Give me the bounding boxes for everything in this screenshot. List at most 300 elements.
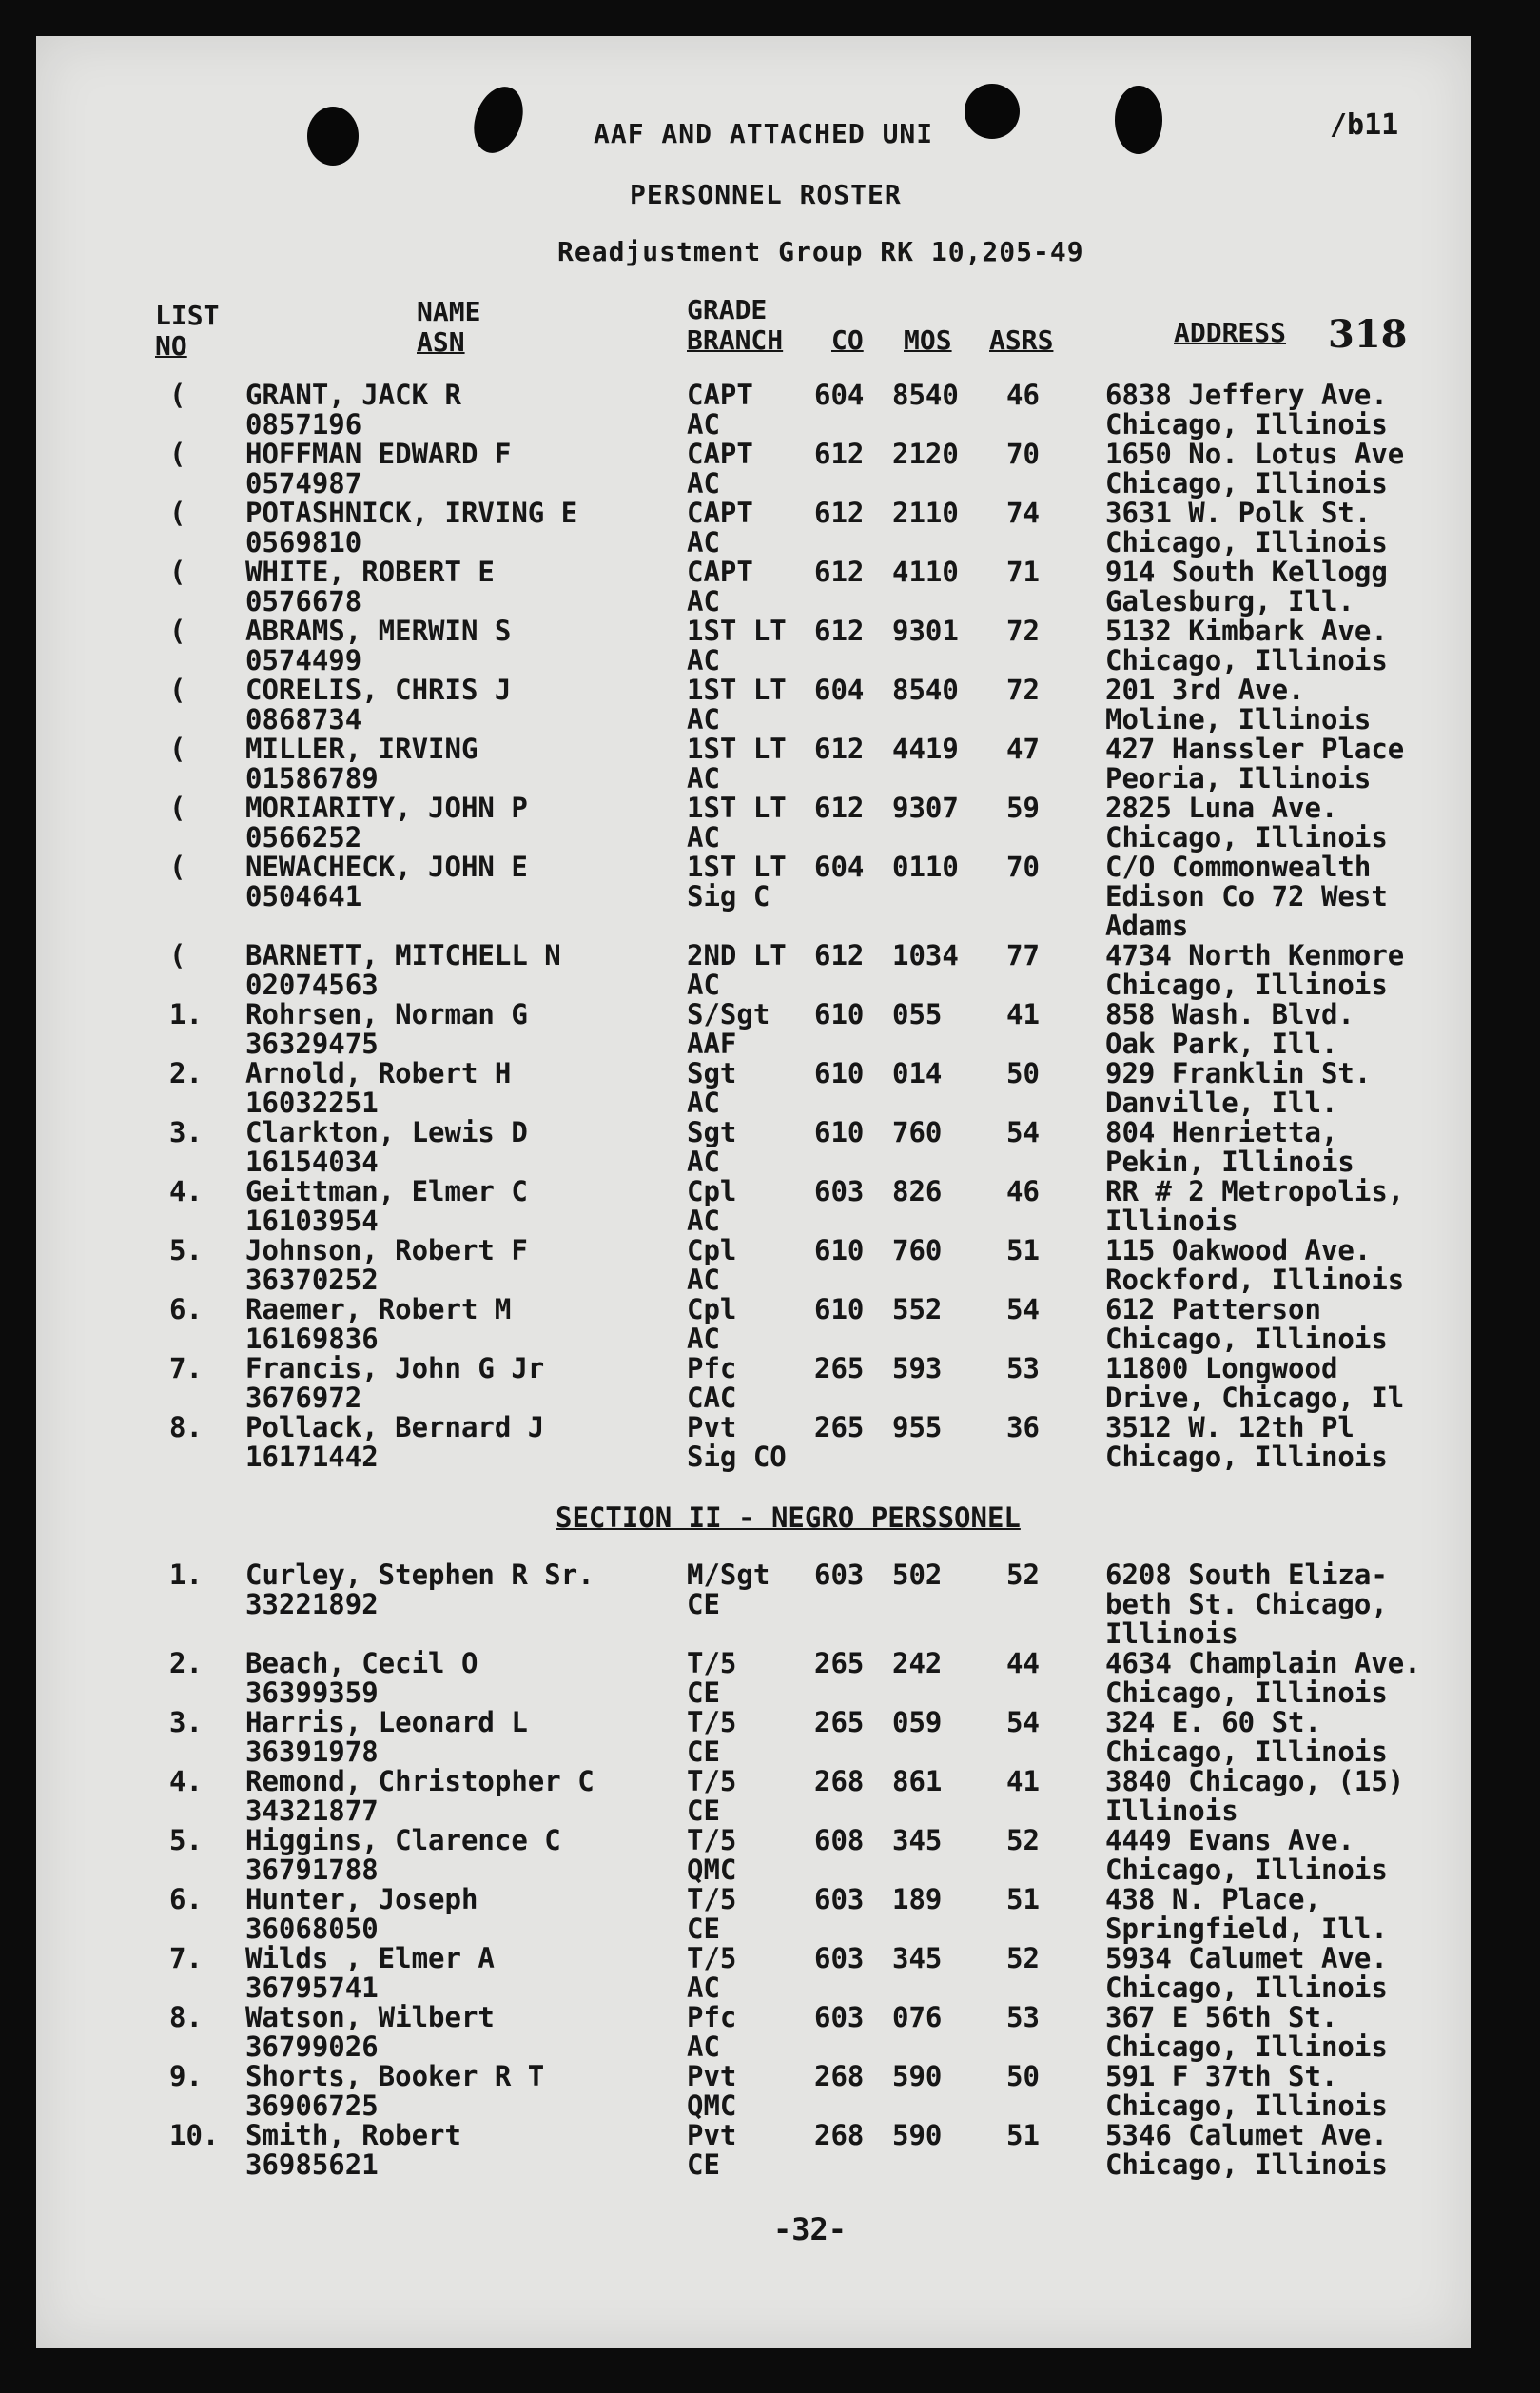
grade: Sgt xyxy=(687,1057,737,1089)
address-line-1: 201 3rd Ave. xyxy=(1105,674,1305,706)
co: 268 xyxy=(814,2119,865,2151)
grade: 1ST LT xyxy=(687,851,787,883)
asrs: 70 xyxy=(1006,438,1040,470)
table-row xyxy=(36,2062,1471,2121)
name: ABRAMS, MERWIN S xyxy=(245,615,512,647)
name: Raemer, Robert M xyxy=(245,1293,512,1325)
asrs: 54 xyxy=(1006,1706,1040,1738)
address-line-2: Chicago, Illinois xyxy=(1105,467,1388,500)
asn: 0569810 xyxy=(245,526,362,559)
page-number: -32- xyxy=(773,2211,848,2247)
grade: 1ST LT xyxy=(687,792,787,824)
address-line-1: 2825 Luna Ave. xyxy=(1105,792,1338,824)
address-line-1: 804 Henrietta, xyxy=(1105,1116,1338,1148)
table-row xyxy=(36,558,1471,617)
branch: QMC xyxy=(687,1854,737,1886)
mos: 8540 xyxy=(892,674,959,706)
address-line-2: Chicago, Illinois xyxy=(1105,821,1388,853)
grade: Cpl xyxy=(687,1175,737,1207)
address-line-2: Chicago, Illinois xyxy=(1105,526,1388,559)
co: 612 xyxy=(814,497,865,529)
asn: 16154034 xyxy=(245,1146,379,1178)
grade: CAPT xyxy=(687,497,753,529)
branch: AC xyxy=(687,1323,720,1355)
mos: 861 xyxy=(892,1765,943,1797)
asn: 36791788 xyxy=(245,1854,379,1886)
table-row xyxy=(36,1177,1471,1236)
name: Geittman, Elmer C xyxy=(245,1175,528,1207)
group-heading: Readjustment Group RK 10,205-49 xyxy=(557,236,1084,267)
section-2-title: SECTION II - NEGRO PERSSONEL xyxy=(556,1501,1021,1534)
co: 610 xyxy=(814,1234,865,1266)
list-no: 5. xyxy=(169,1234,203,1266)
address-line-1: 858 Wash. Blvd. xyxy=(1105,998,1355,1030)
list-no: ( xyxy=(169,497,186,529)
asrs: 51 xyxy=(1006,1234,1040,1266)
punch-hole xyxy=(1115,86,1162,154)
asn: 36391978 xyxy=(245,1736,379,1768)
branch: Sig C xyxy=(687,880,770,912)
grade: T/5 xyxy=(687,1824,737,1856)
address-line-2: Chicago, Illinois xyxy=(1105,2089,1388,2122)
asn: 0857196 xyxy=(245,408,362,441)
asn: 16103954 xyxy=(245,1205,379,1237)
address-line-2: Edison Co 72 West xyxy=(1105,880,1388,912)
table-row xyxy=(36,440,1471,499)
address-line-1: 367 E 56th St. xyxy=(1105,2001,1338,2033)
asrs: 71 xyxy=(1006,556,1040,588)
address-line-2: beth St. Chicago, xyxy=(1105,1588,1388,1620)
branch: CE xyxy=(687,2148,720,2181)
address-line-1: 4449 Evans Ave. xyxy=(1105,1824,1355,1856)
grade: CAPT xyxy=(687,556,753,588)
branch: AC xyxy=(687,969,720,1001)
branch: AC xyxy=(687,585,720,618)
asrs: 44 xyxy=(1006,1647,1040,1679)
list-no: 3. xyxy=(169,1706,203,1738)
mos: 955 xyxy=(892,1411,943,1443)
list-no: 8. xyxy=(169,2001,203,2033)
name: Rohrsen, Norman G xyxy=(245,998,528,1030)
grade: Cpl xyxy=(687,1293,737,1325)
co: 268 xyxy=(814,2060,865,2092)
address-line-2: Peoria, Illinois xyxy=(1105,762,1372,794)
grade: CAPT xyxy=(687,438,753,470)
list-no: 6. xyxy=(169,1883,203,1915)
co: 604 xyxy=(814,851,865,883)
list-no: 3. xyxy=(169,1116,203,1148)
branch: AC xyxy=(687,408,720,441)
list-no: 5. xyxy=(169,1824,203,1856)
branch: AC xyxy=(687,644,720,677)
mos: 2120 xyxy=(892,438,959,470)
table-row xyxy=(36,851,1471,942)
col-asrs: ASRS xyxy=(989,324,1054,356)
mos: 590 xyxy=(892,2060,943,2092)
address-line-1: 591 F 37th St. xyxy=(1105,2060,1338,2092)
name: Arnold, Robert H xyxy=(245,1057,512,1089)
mos: 8540 xyxy=(892,379,959,411)
co: 603 xyxy=(814,1175,865,1207)
grade: Cpl xyxy=(687,1234,737,1266)
address-line-1: 4734 North Kenmore xyxy=(1105,939,1405,971)
co: 268 xyxy=(814,1765,865,1797)
address-line-2: Illinois xyxy=(1105,1205,1238,1237)
asrs: 59 xyxy=(1006,792,1040,824)
name: Smith, Robert xyxy=(245,2119,461,2151)
asrs: 41 xyxy=(1006,998,1040,1030)
mos: 9307 xyxy=(892,792,959,824)
address-line-1: 5934 Calumet Ave. xyxy=(1105,1942,1388,1974)
punch-hole xyxy=(965,84,1020,139)
name: Shorts, Booker R T xyxy=(245,2060,545,2092)
asrs: 52 xyxy=(1006,1942,1040,1974)
address-line-1: 3840 Chicago, (15) xyxy=(1105,1765,1405,1797)
asrs: 54 xyxy=(1006,1293,1040,1325)
table-row xyxy=(36,1826,1471,1885)
co: 612 xyxy=(814,615,865,647)
address-line-2: Moline, Illinois xyxy=(1105,703,1372,736)
branch: CE xyxy=(687,1912,720,1945)
asrs: 53 xyxy=(1006,2001,1040,2033)
co: 610 xyxy=(814,1057,865,1089)
grade: 1ST LT xyxy=(687,733,787,765)
table-row xyxy=(36,1885,1471,1944)
grade: Pvt xyxy=(687,2060,737,2092)
address-line-2: Chicago, Illinois xyxy=(1105,1736,1388,1768)
asrs: 53 xyxy=(1006,1352,1040,1384)
co: 603 xyxy=(814,1559,865,1591)
table-row xyxy=(36,941,1471,1000)
address-line-1: 5346 Calumet Ave. xyxy=(1105,2119,1388,2151)
address-line-1: 438 N. Place, xyxy=(1105,1883,1321,1915)
address-line-2: Chicago, Illinois xyxy=(1105,1677,1388,1709)
branch: AC xyxy=(687,2030,720,2063)
mos: 4110 xyxy=(892,556,959,588)
address-line-3: Illinois xyxy=(1105,1618,1238,1650)
co: 604 xyxy=(814,674,865,706)
name: Francis, John G Jr xyxy=(245,1352,545,1384)
mos: 9301 xyxy=(892,615,959,647)
asrs: 54 xyxy=(1006,1116,1040,1148)
list-no: 1. xyxy=(169,998,203,1030)
address-line-1: 11800 Longwood xyxy=(1105,1352,1338,1384)
co: 612 xyxy=(814,556,865,588)
asn: 36370252 xyxy=(245,1264,379,1296)
table-row xyxy=(36,2003,1471,2062)
grade: 1ST LT xyxy=(687,615,787,647)
asn: 36795741 xyxy=(245,1971,379,2004)
address-line-2: Chicago, Illinois xyxy=(1105,1441,1388,1473)
mos: 590 xyxy=(892,2119,943,2151)
mos: 502 xyxy=(892,1559,943,1591)
name: Hunter, Joseph xyxy=(245,1883,478,1915)
table-row xyxy=(36,499,1471,558)
mos: 552 xyxy=(892,1293,943,1325)
grade: T/5 xyxy=(687,1883,737,1915)
branch: AC xyxy=(687,762,720,794)
address-line-2: Chicago, Illinois xyxy=(1105,1971,1388,2004)
asrs: 36 xyxy=(1006,1411,1040,1443)
co: 612 xyxy=(814,939,865,971)
co: 610 xyxy=(814,998,865,1030)
punch-hole xyxy=(465,80,532,160)
name: MILLER, IRVING xyxy=(245,733,478,765)
address-line-1: 6208 South Eliza- xyxy=(1105,1559,1388,1591)
mos: 2110 xyxy=(892,497,959,529)
table-row xyxy=(36,1059,1471,1118)
address-line-2: Chicago, Illinois xyxy=(1105,408,1388,441)
address-line-1: 5132 Kimbark Ave. xyxy=(1105,615,1388,647)
list-no: ( xyxy=(169,674,186,706)
col-address: ADDRESS xyxy=(1174,317,1287,348)
grade: T/5 xyxy=(687,1942,737,1974)
name: WHITE, ROBERT E xyxy=(245,556,495,588)
address-line-1: 929 Franklin St. xyxy=(1105,1057,1372,1089)
address-line-2: Rockford, Illinois xyxy=(1105,1264,1405,1296)
roster-title: PERSONNEL ROSTER xyxy=(630,179,902,210)
branch: AC xyxy=(687,467,720,500)
asn: 01586789 xyxy=(245,762,379,794)
table-row xyxy=(36,1559,1471,1650)
list-no: ( xyxy=(169,851,186,883)
branch: AC xyxy=(687,526,720,559)
col-grade-branch: GRADE BRANCH xyxy=(687,294,784,356)
grade: Pfc xyxy=(687,2001,737,2033)
name: BARNETT, MITCHELL N xyxy=(245,939,561,971)
list-no: 1. xyxy=(169,1559,203,1591)
list-no: ( xyxy=(169,556,186,588)
name: Beach, Cecil O xyxy=(245,1647,478,1679)
table-row xyxy=(36,1295,1471,1354)
address-line-2: Galesburg, Ill. xyxy=(1105,585,1355,618)
table-row xyxy=(36,1413,1471,1472)
table-row xyxy=(36,617,1471,676)
grade: Pfc xyxy=(687,1352,737,1384)
co: 265 xyxy=(814,1706,865,1738)
list-no: 2. xyxy=(169,1647,203,1679)
table-row xyxy=(36,676,1471,735)
asn: 0868734 xyxy=(245,703,362,736)
co: 265 xyxy=(814,1411,865,1443)
name: MORIARITY, JOHN P xyxy=(245,792,528,824)
grade: M/Sgt xyxy=(687,1559,770,1591)
branch: CE xyxy=(687,1795,720,1827)
list-no: 2. xyxy=(169,1057,203,1089)
address-line-1: 1650 No. Lotus Ave xyxy=(1105,438,1405,470)
asrs: 50 xyxy=(1006,1057,1040,1089)
unit-heading: AAF AND ATTACHED UNI xyxy=(594,118,934,149)
address-line-1: 6838 Jeffery Ave. xyxy=(1105,379,1388,411)
roster-page xyxy=(36,36,1471,2348)
asrs: 41 xyxy=(1006,1765,1040,1797)
asn: 0574499 xyxy=(245,644,362,677)
asn: 0566252 xyxy=(245,821,362,853)
table-row xyxy=(36,1767,1471,1826)
co: 610 xyxy=(814,1293,865,1325)
list-no: 4. xyxy=(169,1175,203,1207)
co: 612 xyxy=(814,438,865,470)
asrs: 46 xyxy=(1006,1175,1040,1207)
asn: 36799026 xyxy=(245,2030,379,2063)
grade: T/5 xyxy=(687,1765,737,1797)
name: Higgins, Clarence C xyxy=(245,1824,561,1856)
branch: AC xyxy=(687,821,720,853)
mos: 760 xyxy=(892,1116,943,1148)
mos: 345 xyxy=(892,1942,943,1974)
branch: AC xyxy=(687,1264,720,1296)
branch: CE xyxy=(687,1677,720,1709)
mos: 059 xyxy=(892,1706,943,1738)
asrs: 52 xyxy=(1006,1559,1040,1591)
mos: 760 xyxy=(892,1234,943,1266)
list-no: ( xyxy=(169,438,186,470)
address-line-1: 324 E. 60 St. xyxy=(1105,1706,1321,1738)
asn: 36068050 xyxy=(245,1912,379,1945)
table-row xyxy=(36,1649,1471,1708)
asrs: 46 xyxy=(1006,379,1040,411)
table-row xyxy=(36,1236,1471,1295)
asrs: 47 xyxy=(1006,733,1040,765)
list-no: ( xyxy=(169,939,186,971)
address-line-1: 914 South Kellogg xyxy=(1105,556,1388,588)
branch: AC xyxy=(687,703,720,736)
table-row xyxy=(36,1944,1471,2003)
co: 612 xyxy=(814,733,865,765)
co: 603 xyxy=(814,1942,865,1974)
name: Curley, Stephen R Sr. xyxy=(245,1559,595,1591)
punch-hole xyxy=(307,107,359,166)
grade: CAPT xyxy=(687,379,753,411)
address-line-2: Oak Park, Ill. xyxy=(1105,1028,1338,1060)
branch: AC xyxy=(687,1146,720,1178)
name: Harris, Leonard L xyxy=(245,1706,528,1738)
list-no: ( xyxy=(169,379,186,411)
asn: 36399359 xyxy=(245,1677,379,1709)
col-co: CO xyxy=(831,324,864,356)
address-line-1: RR # 2 Metropolis, xyxy=(1105,1175,1405,1207)
list-no: ( xyxy=(169,792,186,824)
co: 608 xyxy=(814,1824,865,1856)
col-list-no: LIST NO xyxy=(155,300,220,362)
mos: 242 xyxy=(892,1647,943,1679)
grade: 1ST LT xyxy=(687,674,787,706)
name: Wilds , Elmer A xyxy=(245,1942,495,1974)
address-line-2: Chicago, Illinois xyxy=(1105,2148,1388,2181)
branch: AC xyxy=(687,1087,720,1119)
name: Remond, Christopher C xyxy=(245,1765,595,1797)
list-no: ( xyxy=(169,733,186,765)
asn: 16032251 xyxy=(245,1087,379,1119)
branch: QMC xyxy=(687,2089,737,2122)
table-row xyxy=(36,1000,1471,1059)
table-row xyxy=(36,1708,1471,1767)
list-no: ( xyxy=(169,615,186,647)
name: CORELIS, CHRIS J xyxy=(245,674,512,706)
list-no: 7. xyxy=(169,1942,203,1974)
table-row xyxy=(36,381,1471,440)
address-line-1: 427 Hanssler Place xyxy=(1105,733,1405,765)
address-line-2: Chicago, Illinois xyxy=(1105,1323,1388,1355)
address-line-2: Danville, Ill. xyxy=(1105,1087,1338,1119)
asn: 0504641 xyxy=(245,880,362,912)
asn: 16171442 xyxy=(245,1441,379,1473)
asrs: 52 xyxy=(1006,1824,1040,1856)
name: Pollack, Bernard J xyxy=(245,1411,545,1443)
name: HOFFMAN EDWARD F xyxy=(245,438,512,470)
asn: 0574987 xyxy=(245,467,362,500)
address-line-1: C/O Commonwealth xyxy=(1105,851,1372,883)
mos: 4419 xyxy=(892,733,959,765)
branch: AC xyxy=(687,1205,720,1237)
name: NEWACHECK, JOHN E xyxy=(245,851,528,883)
address-line-2: Drive, Chicago, Il xyxy=(1105,1382,1405,1414)
address-line-2: Chicago, Illinois xyxy=(1105,969,1388,1001)
grade: Pvt xyxy=(687,1411,737,1443)
address-line-1: 612 Patterson xyxy=(1105,1293,1321,1325)
table-row xyxy=(36,1354,1471,1413)
name: GRANT, JACK R xyxy=(245,379,461,411)
branch: Sig CO xyxy=(687,1441,787,1473)
co: 610 xyxy=(814,1116,865,1148)
mos: 055 xyxy=(892,998,943,1030)
branch: AAF xyxy=(687,1028,737,1060)
asn: 34321877 xyxy=(245,1795,379,1827)
address-line-2: Illinois xyxy=(1105,1795,1238,1827)
col-mos: MOS xyxy=(904,324,952,356)
co: 265 xyxy=(814,1647,865,1679)
mos: 826 xyxy=(892,1175,943,1207)
asrs: 77 xyxy=(1006,939,1040,971)
col-name-asn: NAME ASN xyxy=(417,296,481,358)
name: POTASHNICK, IRVING E xyxy=(245,497,578,529)
grade: T/5 xyxy=(687,1647,737,1679)
address-line-3: Adams xyxy=(1105,910,1189,942)
asn: 36906725 xyxy=(245,2089,379,2122)
address-line-1: 3512 W. 12th Pl xyxy=(1105,1411,1355,1443)
asrs: 72 xyxy=(1006,615,1040,647)
grade: Sgt xyxy=(687,1116,737,1148)
asrs: 72 xyxy=(1006,674,1040,706)
asn: 16169836 xyxy=(245,1323,379,1355)
table-row xyxy=(36,794,1471,853)
address-line-2: Chicago, Illinois xyxy=(1105,2030,1388,2063)
co: 604 xyxy=(814,379,865,411)
mos: 593 xyxy=(892,1352,943,1384)
mos: 1034 xyxy=(892,939,959,971)
asrs: 70 xyxy=(1006,851,1040,883)
address-line-2: Pekin, Illinois xyxy=(1105,1146,1355,1178)
address-line-2: Springfield, Ill. xyxy=(1105,1912,1388,1945)
name: Watson, Wilbert xyxy=(245,2001,495,2033)
page-stamp: 318 xyxy=(1328,312,1408,357)
asrs: 51 xyxy=(1006,2119,1040,2151)
asn: 36329475 xyxy=(245,1028,379,1060)
asn: 02074563 xyxy=(245,969,379,1001)
list-no: 4. xyxy=(169,1765,203,1797)
co: 603 xyxy=(814,2001,865,2033)
asn: 36985621 xyxy=(245,2148,379,2181)
asrs: 51 xyxy=(1006,1883,1040,1915)
list-no: 7. xyxy=(169,1352,203,1384)
address-line-1: 115 Oakwood Ave. xyxy=(1105,1234,1372,1266)
mos: 0110 xyxy=(892,851,959,883)
asrs: 50 xyxy=(1006,2060,1040,2092)
table-row xyxy=(36,2121,1471,2180)
asn: 3676972 xyxy=(245,1382,362,1414)
list-no: 8. xyxy=(169,1411,203,1443)
list-no: 10. xyxy=(169,2119,220,2151)
